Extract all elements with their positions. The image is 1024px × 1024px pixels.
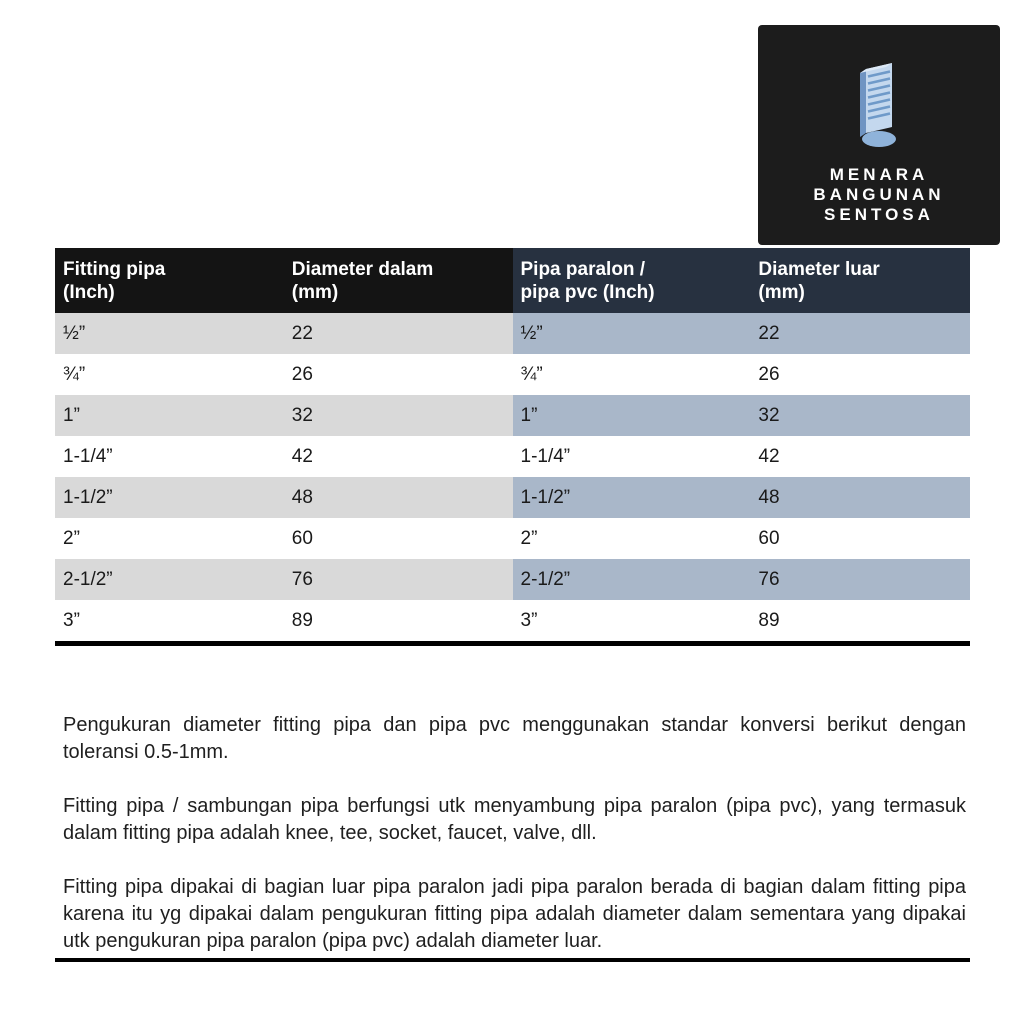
pipe-size-table — [55, 248, 970, 646]
table-cell: 48 — [750, 477, 970, 518]
table-row — [55, 477, 970, 518]
header-line: (mm) — [291, 282, 339, 303]
table-cell: 22 — [750, 313, 970, 354]
table-cell: 26 — [758, 364, 780, 385]
table-row — [55, 354, 970, 395]
table-cell: 1-1/4” — [63, 446, 113, 467]
table-cell: ½” — [513, 313, 751, 354]
table-cell: ¾” — [520, 364, 543, 385]
header-line: pipa pvc (Inch) — [520, 282, 655, 303]
table-cell: 76 — [284, 559, 513, 600]
header-pipa-paralon — [513, 248, 751, 313]
table-cell: 76 — [750, 559, 970, 600]
table-row — [55, 436, 970, 477]
note-paragraph-3: Fitting pipa dipakai di bagian luar pipa paralon jadi pipa paralon berada di bagian dalam fitting pipa karena itu yg dipakai dalam pengukuran fitting pipa adalah diameter dalam sementara yang dipakai utk pengukuran pipa paralon (pipa pvc) adalah diameter luar. — [63, 876, 966, 952]
header-line: Diameter luar — [758, 259, 880, 280]
header-diameter-luar — [750, 248, 970, 313]
table-cell: 3” — [520, 610, 538, 631]
bottom-divider — [55, 958, 970, 962]
table-cell: 1-1/2” — [55, 477, 284, 518]
brand-name-line-1: MENARA — [829, 165, 929, 184]
brand-name-line-3: SENTOSA — [824, 205, 934, 224]
header-line: Fitting pipa — [63, 259, 166, 280]
table-cell: 42 — [291, 446, 313, 467]
brand-logo — [758, 25, 1000, 245]
table-row — [55, 395, 970, 436]
table-cell: 1-1/2” — [513, 477, 751, 518]
table-cell: 32 — [750, 395, 970, 436]
table-cell: 32 — [284, 395, 513, 436]
table-row — [55, 518, 970, 559]
notes-section — [55, 712, 970, 982]
header-line: Pipa paralon / — [520, 259, 646, 280]
table-cell: ¾” — [63, 364, 86, 385]
table-cell: 26 — [291, 364, 313, 385]
table-cell: 60 — [758, 528, 780, 549]
table-cell: 42 — [758, 446, 780, 467]
header-diameter-dalam — [284, 248, 513, 313]
table-row — [55, 313, 970, 354]
table-cell: 22 — [284, 313, 513, 354]
table-row — [55, 600, 970, 644]
table-cell: 1” — [513, 395, 751, 436]
table-row — [55, 559, 970, 600]
building-icon — [846, 51, 912, 159]
header-line: (Inch) — [63, 282, 115, 303]
table-cell: 89 — [291, 610, 313, 631]
table-cell: 60 — [291, 528, 313, 549]
table-cell: 2-1/2” — [55, 559, 284, 600]
table-cell: ½” — [55, 313, 284, 354]
table-cell: 48 — [284, 477, 513, 518]
note-paragraph-1: Pengukuran diameter fitting pipa dan pipa pvc menggunakan standar konversi berikut dengan toleransi 0.5-1mm. — [63, 714, 966, 763]
table-cell: 2” — [520, 528, 538, 549]
table-header-row — [55, 248, 970, 313]
header-line: Diameter dalam — [291, 259, 434, 280]
note-paragraph-2: Fitting pipa / sambungan pipa berfungsi utk menyambung pipa paralon (pipa pvc), yang termasuk dalam fitting pipa adalah knee, tee, socket, faucet, valve, dll. — [63, 795, 966, 844]
brand-name-line-2: BANGUNAN — [813, 185, 945, 204]
header-line: (mm) — [758, 282, 805, 303]
table-cell: 2-1/2” — [513, 559, 751, 600]
table-cell: 1-1/4” — [520, 446, 571, 467]
table-cell: 3” — [63, 610, 80, 631]
table-cell: 2” — [63, 528, 80, 549]
header-fitting-pipa — [55, 248, 284, 313]
table-cell: 1” — [55, 395, 284, 436]
table-cell: 89 — [758, 610, 780, 631]
